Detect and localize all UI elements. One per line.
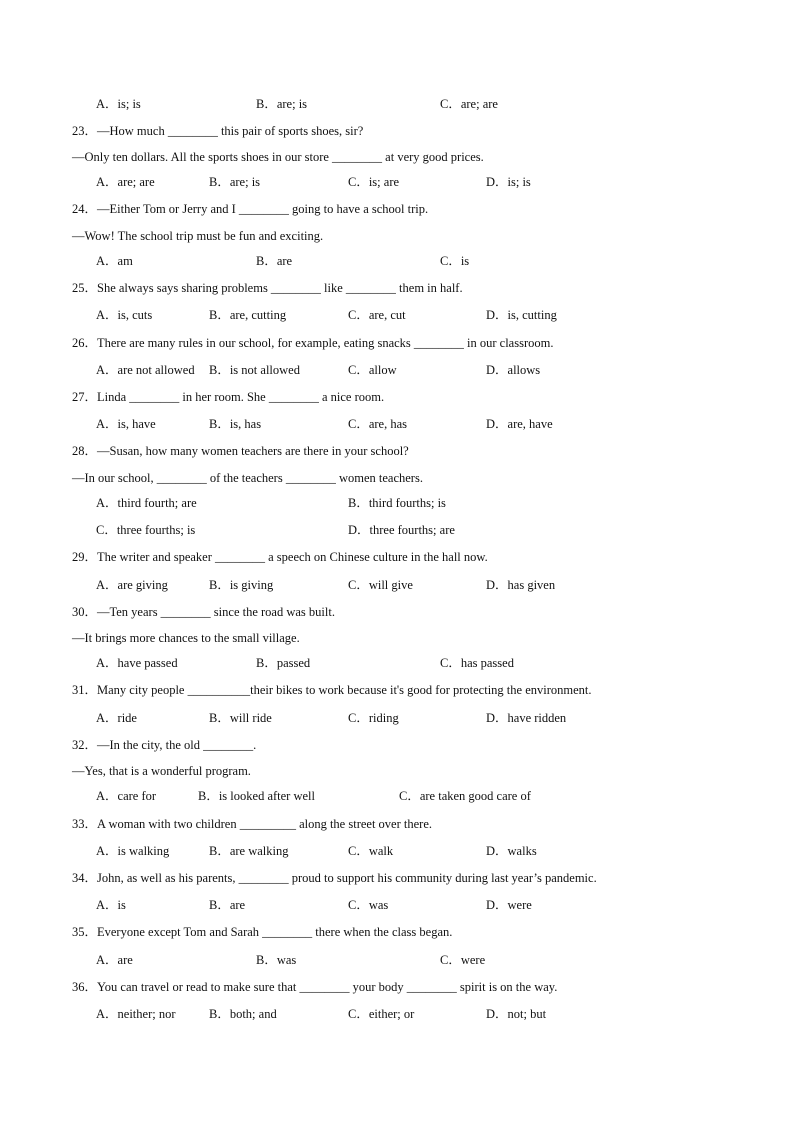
q25-stem: 25．She always says sharing problems ________ like ________ them in half.	[72, 281, 463, 295]
q31-option-d: D．have ridden	[486, 711, 567, 725]
q31-option-b: B．will ride	[209, 711, 272, 725]
q27-option-a: A．is, have	[96, 417, 156, 431]
q30-option-a: A．have passed	[96, 656, 178, 670]
q29-option-c: C．will give	[348, 578, 413, 592]
q22-option-b: B．are; is	[256, 97, 308, 111]
q24-stem: 24．—Either Tom or Jerry and I ________ going to have a school trip.	[72, 202, 429, 216]
q23-option-b: B．are; is	[209, 175, 261, 189]
q28-option-b: B．third fourths; is	[348, 496, 446, 510]
q25-option-b: B．are, cutting	[209, 308, 287, 322]
q32-option-a: A．care for	[96, 789, 157, 803]
q35-option-b: B．was	[256, 953, 297, 967]
q29-stem: 29．The writer and speaker ________ a speech on Chinese culture in the hall now.	[72, 550, 488, 564]
q26-stem: 26．There are many rules in our school, for example, eating snacks ________ in our classroom.	[72, 336, 554, 350]
q28-response: —In our school, ________ of the teachers ________ women teachers.	[72, 471, 423, 485]
q35-option-c: C．were	[440, 953, 486, 967]
q27-option-d: D．are, have	[486, 417, 553, 431]
q33-option-a: A．is walking	[96, 844, 170, 858]
q31-option-c: C．riding	[348, 711, 399, 725]
q25-option-a: A．is, cuts	[96, 308, 153, 322]
q29-option-a: A．are giving	[96, 578, 168, 592]
q24-response: —Wow! The school trip must be fun and exciting.	[72, 229, 324, 243]
q28-option-c: C．three fourths; is	[96, 523, 196, 537]
q22-option-a: A．is; is	[96, 97, 141, 111]
q23-response: —Only ten dollars. All the sports shoes in our store ________ at very good prices.	[72, 150, 484, 164]
q34-option-b: B．are	[209, 898, 246, 912]
q28-stem: 28．—Susan, how many women teachers are there in your school?	[72, 444, 409, 458]
q36-option-a: A．neither; nor	[96, 1007, 176, 1021]
q34-option-a: A．is	[96, 898, 126, 912]
q32-response: —Yes, that is a wonderful program.	[72, 764, 251, 778]
q26-option-a: A．are not allowed	[96, 363, 195, 377]
q36-option-d: D．not; but	[486, 1007, 547, 1021]
q35-option-a: A．are	[96, 953, 133, 967]
q27-option-c: C．are, has	[348, 417, 408, 431]
q32-option-c: C．are taken good care of	[399, 789, 531, 803]
q35-stem: 35．Everyone except Tom and Sarah ________ there when the class began.	[72, 925, 453, 939]
q34-option-d: D．were	[486, 898, 532, 912]
q31-option-a: A．ride	[96, 711, 137, 725]
q29-option-b: B．is giving	[209, 578, 274, 592]
q31-stem: 31．Many city people __________their bikes to work because it's good for protecting the environment.	[72, 683, 592, 697]
q36-stem: 36．You can travel or read to make sure that ________ your body ________ spirit is on the way.	[72, 980, 558, 994]
q25-option-c: C．are, cut	[348, 308, 406, 322]
q27-stem: 27．Linda ________ in her room. She ________ a nice room.	[72, 390, 385, 404]
q33-option-d: D．walks	[486, 844, 537, 858]
q33-stem: 33．A woman with two children _________ along the street over there.	[72, 817, 432, 831]
q23-option-a: A．are; are	[96, 175, 155, 189]
q33-option-c: C．walk	[348, 844, 394, 858]
q23-option-c: C．is; are	[348, 175, 400, 189]
q34-option-c: C．was	[348, 898, 389, 912]
q24-option-b: B．are	[256, 254, 293, 268]
q32-stem: 32．—In the city, the old ________.	[72, 738, 257, 752]
q23-stem: 23．—How much ________ this pair of sports shoes, sir?	[72, 124, 364, 138]
q34-stem: 34．John, as well as his parents, ________ proud to support his community during last year’s pandemic.	[72, 871, 597, 885]
q23-option-d: D．is; is	[486, 175, 531, 189]
q26-option-c: C．allow	[348, 363, 397, 377]
q33-option-b: B．are walking	[209, 844, 289, 858]
q27-option-b: B．is, has	[209, 417, 262, 431]
q30-option-b: B．passed	[256, 656, 311, 670]
q32-option-b: B．is looked after well	[198, 789, 315, 803]
q24-option-c: C．is	[440, 254, 470, 268]
q26-option-b: B．is not allowed	[209, 363, 300, 377]
q28-option-d: D．three fourths; are	[348, 523, 455, 537]
q24-option-a: A．am	[96, 254, 133, 268]
q25-option-d: D．is, cutting	[486, 308, 557, 322]
q30-stem: 30．—Ten years ________ since the road was built.	[72, 605, 335, 619]
q30-response: —It brings more chances to the small village.	[72, 631, 300, 645]
q26-option-d: D．allows	[486, 363, 541, 377]
q29-option-d: D．has given	[486, 578, 556, 592]
q36-option-c: C．either; or	[348, 1007, 415, 1021]
q22-option-c: C．are; are	[440, 97, 498, 111]
q30-option-c: C．has passed	[440, 656, 514, 670]
q28-option-a: A．third fourth; are	[96, 496, 197, 510]
q36-option-b: B．both; and	[209, 1007, 277, 1021]
